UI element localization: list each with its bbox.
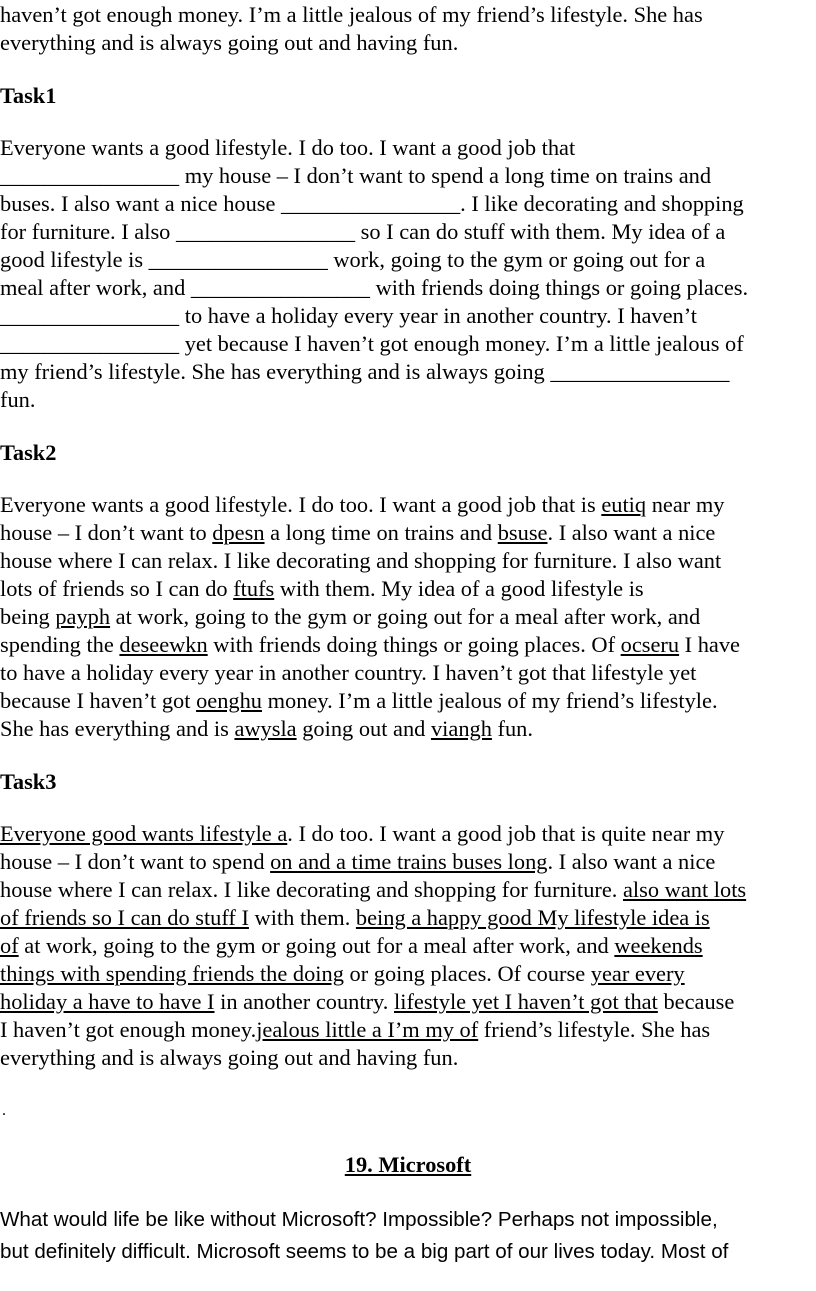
text-segment: . I do too. I want a good job that is quite near my (287, 821, 725, 846)
scrambled-phrase: lifestyle yet I haven’t got that (394, 989, 658, 1014)
text-segment: to have a holiday every year in another country. I haven’t got that lifestyle yet (0, 660, 697, 685)
task2-line-2 (0, 519, 715, 547)
task1-line-3 (0, 190, 744, 218)
task3-line-1 (0, 820, 724, 848)
text-segment: with friends doing things or going places. Of (207, 632, 621, 657)
text-segment: fun. (0, 387, 36, 412)
text-segment: ________________ yet because I haven’t got enough money. I’m a little jealous of (0, 331, 744, 356)
scrambled-word: ftufs (233, 576, 275, 601)
task1-line-4 (0, 218, 725, 246)
text-segment: at work, going to the gym or going out for a meal after work, and (18, 933, 615, 958)
text-segment: Everyone wants a good lifestyle. I do too. I want a good job that is (0, 492, 602, 517)
section-body-line-2: but definitely difficult. Microsoft seems to be a big part of our lives today. Most of (0, 1240, 729, 1263)
text-segment: buses. I also want a nice house ________________. I like decorating and shopping (0, 191, 744, 216)
text-segment: good lifestyle is ________________ work, going to the gym or going out for a (0, 247, 706, 272)
task3-line-7 (0, 988, 734, 1016)
task2-line-9 (0, 715, 533, 743)
text-segment: with them. (248, 905, 356, 930)
text-segment: I have (679, 632, 740, 657)
task2-line-4 (0, 575, 644, 603)
text-segment: being (0, 604, 56, 629)
scrambled-word: awysla (234, 716, 297, 741)
scrambled-word: payph (55, 604, 111, 629)
task3-line-3 (0, 876, 746, 904)
task1-line-9 (0, 358, 729, 386)
text-segment: She has everything and is (0, 716, 235, 741)
task3-line-6 (0, 960, 685, 988)
scrambled-word: deseewkn (119, 632, 208, 657)
text-segment: house – I don’t want to (0, 520, 213, 545)
scrambled-word: ocseru (620, 632, 680, 657)
task1-heading: Task1 (0, 83, 57, 108)
text-segment: my friend’s lifestyle. She has everything and is always going ________________ (0, 359, 730, 384)
task3-line-4 (0, 904, 710, 932)
task1-line-2 (0, 162, 711, 190)
text-segment: fun. (491, 716, 533, 741)
scrambled-phrase: being a happy good My lifestyle idea is (355, 905, 710, 930)
scrambled-phrase: also want lots (622, 877, 747, 902)
scrambled-word: dpesn (212, 520, 265, 545)
task1-line-6 (0, 274, 748, 302)
text-segment: with them. My idea of a good lifestyle is (274, 576, 644, 601)
scrambled-phrase: weekends (614, 933, 703, 958)
text-segment: for furniture. I also ________________ so I can do stuff with them. My idea of a (0, 219, 726, 244)
text-segment: house where I can relax. I like decorating and shopping for furniture. (0, 877, 623, 902)
task2-line-7 (0, 659, 696, 687)
scrambled-phrase: of friends so I can do stuff I (0, 905, 249, 930)
text-segment: house – I don’t want to spend (0, 849, 271, 874)
scrambled-phrase: Everyone good wants lifestyle a (0, 821, 288, 846)
section-title: 19. Microsoft (344, 1152, 472, 1177)
text-segment: ________________ to have a holiday every year in another country. I haven’t (0, 303, 698, 328)
text-segment: at work, going to the gym or going out for a meal after work, and (110, 604, 701, 629)
task3-heading: Task3 (0, 769, 57, 794)
scrambled-word: oenghu (196, 688, 262, 713)
task2-line-5 (0, 603, 700, 631)
task1-line-10 (0, 386, 35, 414)
text-segment: meal after work, and ________________ with friends doing things or going places. (0, 275, 749, 300)
section-body-line-1: What would life be like without Microsoft? Impossible? Perhaps not impossible, (0, 1208, 718, 1231)
task2-line-8 (0, 687, 718, 715)
text-segment: . I also want a nice (547, 520, 716, 545)
task1-line-5 (0, 246, 705, 274)
task1-line-1 (0, 134, 575, 162)
scrambled-word: viangh (430, 716, 492, 741)
text-segment: money. I’m a little jealous of my friend’s lifestyle. (261, 688, 718, 713)
intro-line-2 (0, 29, 458, 57)
task3-line-9 (0, 1044, 458, 1072)
task2-line-3 (0, 547, 721, 575)
text-segment: ________________ my house – I don’t want to spend a long time on trains and (0, 163, 712, 188)
scrambled-phrase: holiday a have to have I (0, 989, 215, 1014)
text-segment: everything and is always going out and having fun. (0, 1045, 459, 1070)
text-segment: Everyone wants a good lifestyle. I do too. I want a good job that (0, 135, 576, 160)
scrambled-word: eutiq (601, 492, 647, 517)
text-segment: a long time on trains and (264, 520, 498, 545)
text-segment: in another country. (214, 989, 394, 1014)
text-segment: because I haven’t got (0, 688, 197, 713)
stray-dot: . (2, 1102, 6, 1119)
text-segment: I haven’t got enough money. (0, 1017, 257, 1042)
text-segment: friend’s lifestyle. She has (478, 1017, 711, 1042)
text-segment: spending the (0, 632, 120, 657)
task2-heading: Task2 (0, 440, 57, 465)
text-segment: or going places. Of course (343, 961, 591, 986)
task3-line-2 (0, 848, 715, 876)
text-segment: lots of friends so I can do (0, 576, 234, 601)
text-segment: house where I can relax. I like decorating and shopping for furniture. I also want (0, 548, 722, 573)
scrambled-phrase: of (0, 933, 19, 958)
text-segment: haven’t got enough money. I’m a little jealous of my friend’s lifestyle. She has (0, 2, 703, 27)
scrambled-word: bsuse (497, 520, 548, 545)
scrambled-phrase: jealous little a I’m my of (256, 1017, 479, 1042)
text-segment: going out and (296, 716, 431, 741)
text-segment: . I also want a nice (547, 849, 716, 874)
task3-line-8 (0, 1016, 710, 1044)
scrambled-phrase: year every (590, 961, 685, 986)
task1-line-8 (0, 330, 744, 358)
intro-line-1 (0, 1, 703, 29)
task3-line-5 (0, 932, 703, 960)
task2-line-1 (0, 491, 724, 519)
task1-line-7 (0, 302, 697, 330)
scrambled-phrase: things with spending friends the doing (0, 961, 344, 986)
scrambled-phrase: on and a time trains buses long (270, 849, 548, 874)
text-segment: near my (646, 492, 725, 517)
text-segment: because (657, 989, 735, 1014)
task2-line-6 (0, 631, 740, 659)
text-segment: everything and is always going out and having fun. (0, 30, 459, 55)
